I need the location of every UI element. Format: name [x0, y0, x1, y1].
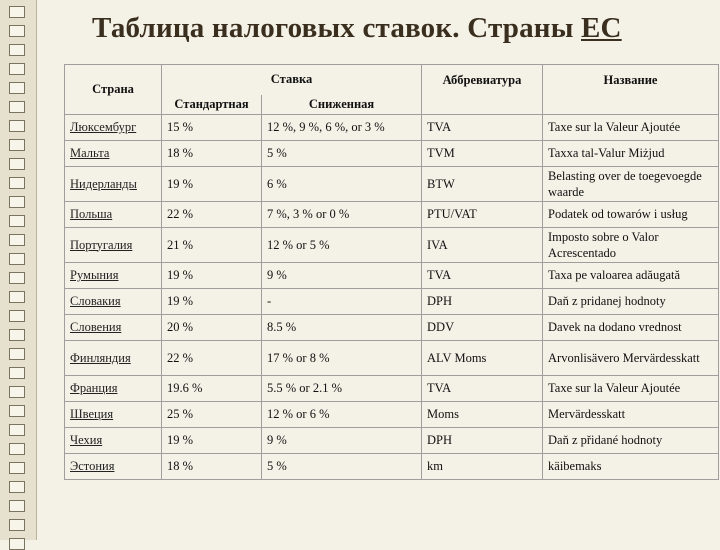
cell-standard: 19.6 %	[162, 376, 262, 402]
cell-reduced: 5.5 % or 2.1 %	[262, 376, 422, 402]
cell-name: Davek na dodano vrednost	[543, 315, 719, 341]
cell-reduced: 5 %	[262, 454, 422, 480]
film-hole	[9, 196, 25, 208]
table-row	[65, 228, 719, 263]
cell-standard: 19 %	[162, 428, 262, 454]
film-hole	[9, 329, 25, 341]
cell-standard: 22 %	[162, 202, 262, 228]
cell-country[interactable]: Мальта	[65, 141, 162, 167]
film-hole	[9, 291, 25, 303]
cell-country[interactable]: Финляндия	[65, 341, 162, 376]
cell-reduced: 7 %, 3 % or 0 %	[262, 202, 422, 228]
table-row	[65, 341, 719, 376]
cell-standard: 25 %	[162, 402, 262, 428]
cell-reduced: -	[262, 289, 422, 315]
header-country: Страна	[65, 65, 162, 115]
film-hole	[9, 405, 25, 417]
cell-abbreviation: DDV	[422, 315, 543, 341]
cell-reduced: 9 %	[262, 428, 422, 454]
cell-abbreviation: BTW	[422, 167, 543, 202]
cell-standard: 18 %	[162, 141, 262, 167]
cell-name: Belasting over de toegevoegde waarde	[543, 167, 719, 202]
film-hole	[9, 519, 25, 531]
cell-country[interactable]: Нидерланды	[65, 167, 162, 202]
cell-country[interactable]: Румыния	[65, 263, 162, 289]
header-abbreviation: Аббревиатура	[422, 65, 543, 115]
cell-standard: 19 %	[162, 289, 262, 315]
film-hole	[9, 443, 25, 455]
table-row	[65, 454, 719, 480]
cell-abbreviation: Moms	[422, 402, 543, 428]
cell-abbreviation: ALV Moms	[422, 341, 543, 376]
cell-country[interactable]: Словакия	[65, 289, 162, 315]
film-hole	[9, 481, 25, 493]
tax-rates-table	[64, 64, 719, 480]
cell-abbreviation: km	[422, 454, 543, 480]
cell-standard: 18 %	[162, 454, 262, 480]
table-body	[65, 115, 719, 480]
cell-abbreviation: TVA	[422, 115, 543, 141]
table-row	[65, 376, 719, 402]
cell-name: Mervärdesskatt	[543, 402, 719, 428]
film-hole	[9, 63, 25, 75]
table-row	[65, 115, 719, 141]
header-reduced: Сниженная	[262, 95, 422, 115]
film-hole	[9, 120, 25, 132]
cell-reduced: 12 % or 6 %	[262, 402, 422, 428]
film-hole	[9, 101, 25, 113]
cell-country[interactable]: Эстония	[65, 454, 162, 480]
film-hole	[9, 215, 25, 227]
table-row	[65, 141, 719, 167]
cell-country[interactable]: Польша	[65, 202, 162, 228]
film-hole	[9, 177, 25, 189]
cell-name: Taxa pe valoarea adăugată	[543, 263, 719, 289]
cell-abbreviation: TVA	[422, 263, 543, 289]
header-name: Название	[543, 65, 719, 115]
cell-abbreviation: PTU/VAT	[422, 202, 543, 228]
cell-country[interactable]: Швеция	[65, 402, 162, 428]
film-hole	[9, 253, 25, 265]
table-row	[65, 202, 719, 228]
cell-country[interactable]: Люксембург	[65, 115, 162, 141]
cell-reduced: 8.5 %	[262, 315, 422, 341]
cell-name: Arvonlisävero Mervärdesskatt	[543, 341, 719, 376]
film-hole	[9, 82, 25, 94]
cell-abbreviation: TVM	[422, 141, 543, 167]
cell-abbreviation: TVA	[422, 376, 543, 402]
cell-reduced: 6 %	[262, 167, 422, 202]
cell-name: käibemaks	[543, 454, 719, 480]
cell-standard: 21 %	[162, 228, 262, 263]
table-row	[65, 402, 719, 428]
cell-reduced: 17 % or 8 %	[262, 341, 422, 376]
film-hole	[9, 44, 25, 56]
cell-country[interactable]: Португалия	[65, 228, 162, 263]
table-row	[65, 428, 719, 454]
cell-country[interactable]: Словения	[65, 315, 162, 341]
header-rate: Ставка	[162, 65, 422, 95]
film-strip-decoration	[0, 0, 37, 540]
cell-name: Taxe sur la Valeur Ajoutée	[543, 115, 719, 141]
cell-standard: 20 %	[162, 315, 262, 341]
cell-country[interactable]: Чехия	[65, 428, 162, 454]
film-hole	[9, 424, 25, 436]
page-title	[92, 12, 712, 45]
title-ec: ЕС	[580, 12, 622, 44]
cell-name: Daň z pridanej hodnoty	[543, 289, 719, 315]
film-hole	[9, 462, 25, 474]
table-row	[65, 167, 719, 202]
cell-reduced: 5 %	[262, 141, 422, 167]
header-standard: Стандартная	[162, 95, 262, 115]
cell-reduced: 12 %, 9 %, 6 %, or 3 %	[262, 115, 422, 141]
cell-abbreviation: DPH	[422, 428, 543, 454]
film-hole	[9, 139, 25, 151]
cell-name: Imposto sobre o Valor Acrescentado	[543, 228, 719, 263]
cell-abbreviation: DPH	[422, 289, 543, 315]
table-row	[65, 263, 719, 289]
cell-name: Podatek od towarów i usług	[543, 202, 719, 228]
title-main: Таблица налоговых ставок. Страны	[92, 12, 574, 44]
cell-standard: 15 %	[162, 115, 262, 141]
cell-name: Taxe sur la Valeur Ajoutée	[543, 376, 719, 402]
cell-reduced: 9 %	[262, 263, 422, 289]
film-hole	[9, 234, 25, 246]
film-hole	[9, 272, 25, 284]
film-hole	[9, 500, 25, 512]
cell-country[interactable]: Франция	[65, 376, 162, 402]
cell-abbreviation: IVA	[422, 228, 543, 263]
cell-standard: 19 %	[162, 167, 262, 202]
cell-standard: 22 %	[162, 341, 262, 376]
cell-name: Daň z přidané hodnoty	[543, 428, 719, 454]
film-hole	[9, 367, 25, 379]
film-hole	[9, 158, 25, 170]
film-hole	[9, 25, 25, 37]
film-hole	[9, 386, 25, 398]
cell-standard: 19 %	[162, 263, 262, 289]
table-row	[65, 315, 719, 341]
cell-name: Taxxa tal-Valur Miżjud	[543, 141, 719, 167]
film-hole	[9, 310, 25, 322]
film-hole	[9, 6, 25, 18]
film-hole	[9, 348, 25, 360]
table-row	[65, 289, 719, 315]
cell-reduced: 12 % or 5 %	[262, 228, 422, 263]
